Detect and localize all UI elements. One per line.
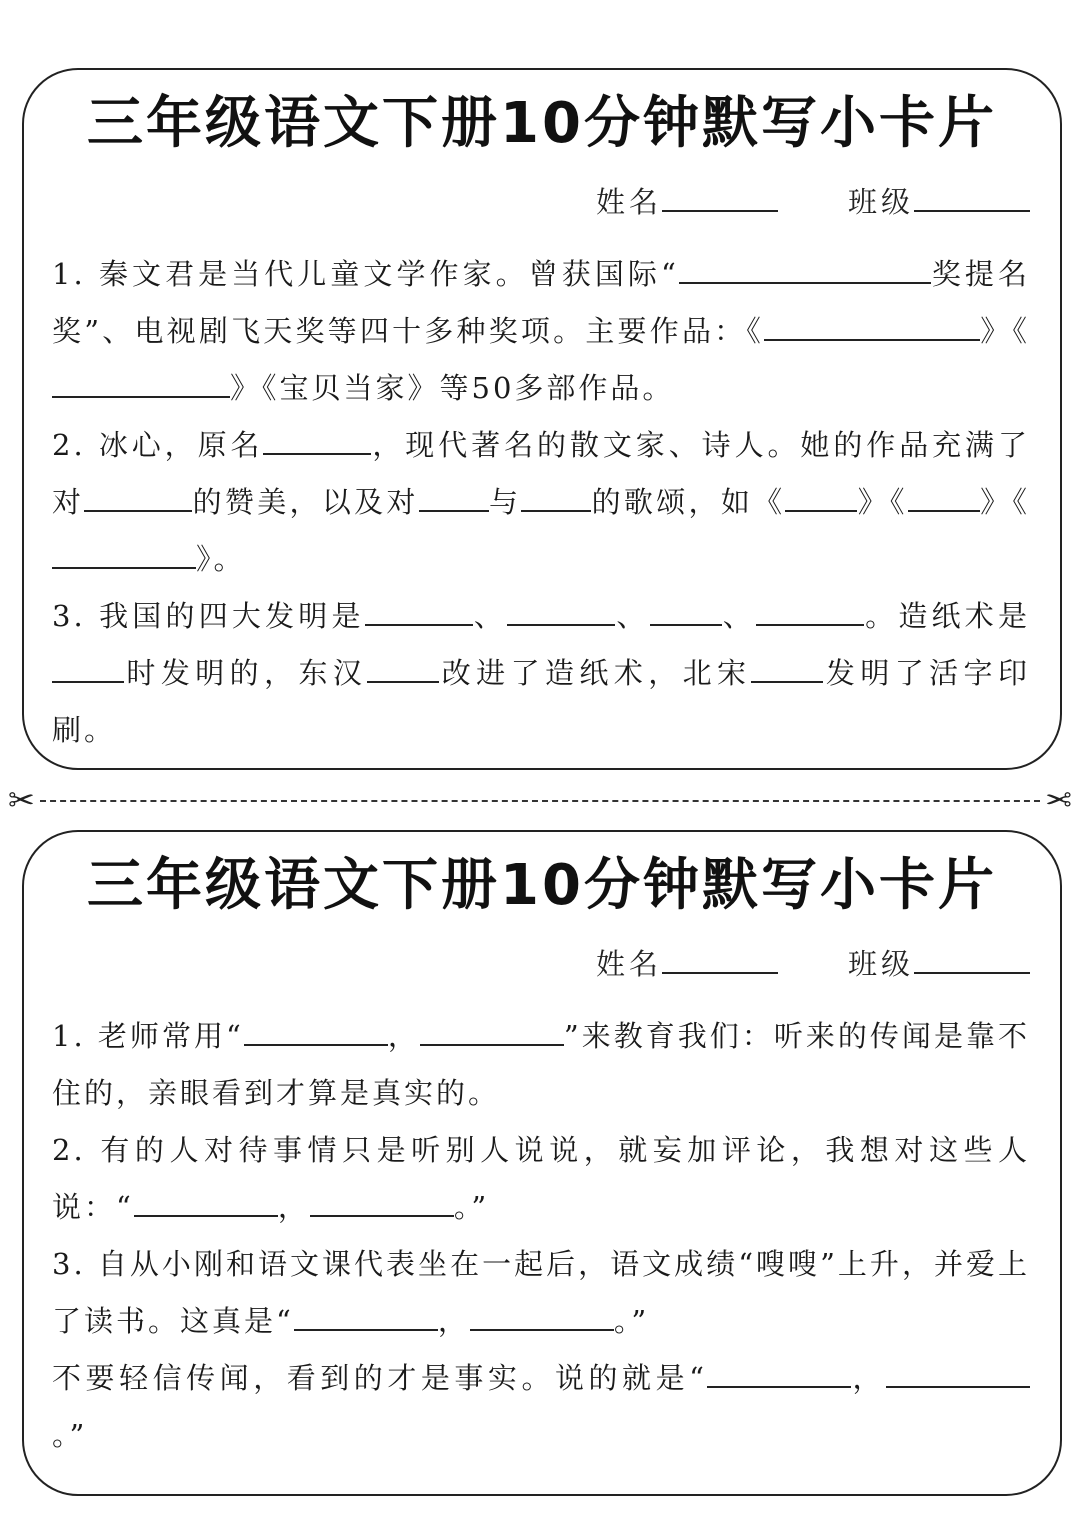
answer-blank[interactable] <box>679 254 931 284</box>
answer-blank[interactable] <box>310 1187 454 1217</box>
answer-blank[interactable] <box>134 1187 278 1217</box>
question-text: 不要轻信传闻，看到的才是事实。说的就是“ <box>52 1361 707 1395</box>
answer-blank[interactable] <box>52 539 196 569</box>
separator: 、 <box>721 599 756 633</box>
question-3 <box>52 588 1030 759</box>
question-text: 。” <box>613 1304 650 1338</box>
class-label: 班级 <box>847 947 914 981</box>
question-text: 发明了活字印刷。 <box>52 656 1030 747</box>
question-3 <box>52 1236 1030 1350</box>
question-text: ，现代著名的散文家、诗人。她的作品充满了对 <box>52 428 1030 519</box>
answer-blank[interactable] <box>650 596 722 626</box>
answer-blank[interactable] <box>52 368 230 398</box>
separator: 、 <box>472 599 508 633</box>
question-text: 1. 秦文君是当代儿童文学作家。曾获国际“ <box>52 257 679 291</box>
question-text: 》《 <box>979 485 1030 519</box>
answer-blank[interactable] <box>419 482 489 512</box>
class-blank[interactable] <box>914 182 1030 212</box>
class-label: 班级 <box>847 185 914 219</box>
answer-blank[interactable] <box>521 482 591 512</box>
dictation-card-2 <box>22 830 1062 1496</box>
dictation-card-1 <box>22 68 1062 770</box>
question-text: 3. 我国的四大发明是 <box>52 599 365 633</box>
answer-blank[interactable] <box>507 596 615 626</box>
student-info <box>596 182 1030 222</box>
answer-blank[interactable] <box>872 311 980 341</box>
answer-blank[interactable] <box>751 653 823 683</box>
class-blank[interactable] <box>914 944 1030 974</box>
question-text: 改进了造纸术，北宋 <box>439 656 752 690</box>
question-text: 的赞美，以及对 <box>192 485 419 519</box>
question-4 <box>52 1350 1030 1464</box>
answer-blank[interactable] <box>420 1016 564 1046</box>
scissors-icon: ✂ <box>1045 781 1072 819</box>
answer-blank[interactable] <box>367 653 439 683</box>
question-text: ， <box>277 1190 310 1224</box>
question-1 <box>52 246 1030 417</box>
answer-blank[interactable] <box>908 482 980 512</box>
question-text: ， <box>850 1361 886 1395</box>
answer-blank[interactable] <box>958 1358 1030 1388</box>
answer-blank[interactable] <box>470 1301 614 1331</box>
answer-blank[interactable] <box>764 311 872 341</box>
answer-blank[interactable] <box>84 482 192 512</box>
name-label: 姓名 <box>595 947 662 981</box>
question-text: 时发明的，东汉 <box>124 656 368 690</box>
question-text: 》。 <box>196 542 246 576</box>
name-blank[interactable] <box>662 944 778 974</box>
answer-blank[interactable] <box>294 1301 438 1331</box>
question-text: 2. 有的人对待事情只是听别人说说，就妄加评论，我想对这些人说：“ <box>52 1133 1030 1224</box>
question-text: 》《 <box>980 314 1030 348</box>
student-info <box>596 944 1030 984</box>
question-2 <box>52 1122 1030 1236</box>
name-blank[interactable] <box>662 182 778 212</box>
question-text: ， <box>387 1019 420 1053</box>
answer-blank[interactable] <box>263 425 371 455</box>
answer-blank[interactable] <box>707 1358 851 1388</box>
question-text: 。” <box>453 1190 490 1224</box>
question-text: 1. 老师常用“ <box>52 1019 244 1053</box>
answer-blank[interactable] <box>756 596 864 626</box>
card-title: 三年级语文下册10分钟默写小卡片 <box>87 91 997 156</box>
scissors-icon: ✂ <box>8 781 35 819</box>
answer-blank[interactable] <box>52 653 124 683</box>
card-title: 三年级语文下册10分钟默写小卡片 <box>87 853 997 918</box>
question-text: 3. 自从小刚和语文课代表坐在一起后，语文成绩“嗖嗖”上升，并爱上了读书。这真是“ <box>52 1247 1030 1338</box>
answer-blank[interactable] <box>886 1358 958 1388</box>
question-text: ， <box>437 1304 470 1338</box>
cut-line <box>40 800 1040 802</box>
answer-blank[interactable] <box>244 1016 388 1046</box>
question-text: 。” <box>52 1418 88 1452</box>
question-text: ”来教育我们：听来的传闻是靠不住的，亲眼看到才算是真实的。 <box>52 1019 1030 1110</box>
answer-blank[interactable] <box>785 482 857 512</box>
question-text: 与 <box>488 485 522 519</box>
name-label: 姓名 <box>595 185 662 219</box>
question-text: 的歌颂，如《 <box>591 485 786 519</box>
separator: 、 <box>615 599 650 633</box>
question-1 <box>52 1008 1030 1122</box>
answer-blank[interactable] <box>365 596 473 626</box>
question-text: 2. 冰心，原名 <box>52 428 264 462</box>
question-text: 》《宝贝当家》等50多部作品。 <box>230 371 675 405</box>
question-list <box>52 1008 1030 1464</box>
question-text: 》《 <box>857 485 908 519</box>
question-list <box>52 246 1030 759</box>
question-text: 。造纸术是 <box>863 599 1030 633</box>
question-2 <box>52 417 1030 588</box>
question-text: 奖提名奖”、电视剧飞天奖等四十多种奖项。主要作品：《 <box>52 257 1030 348</box>
